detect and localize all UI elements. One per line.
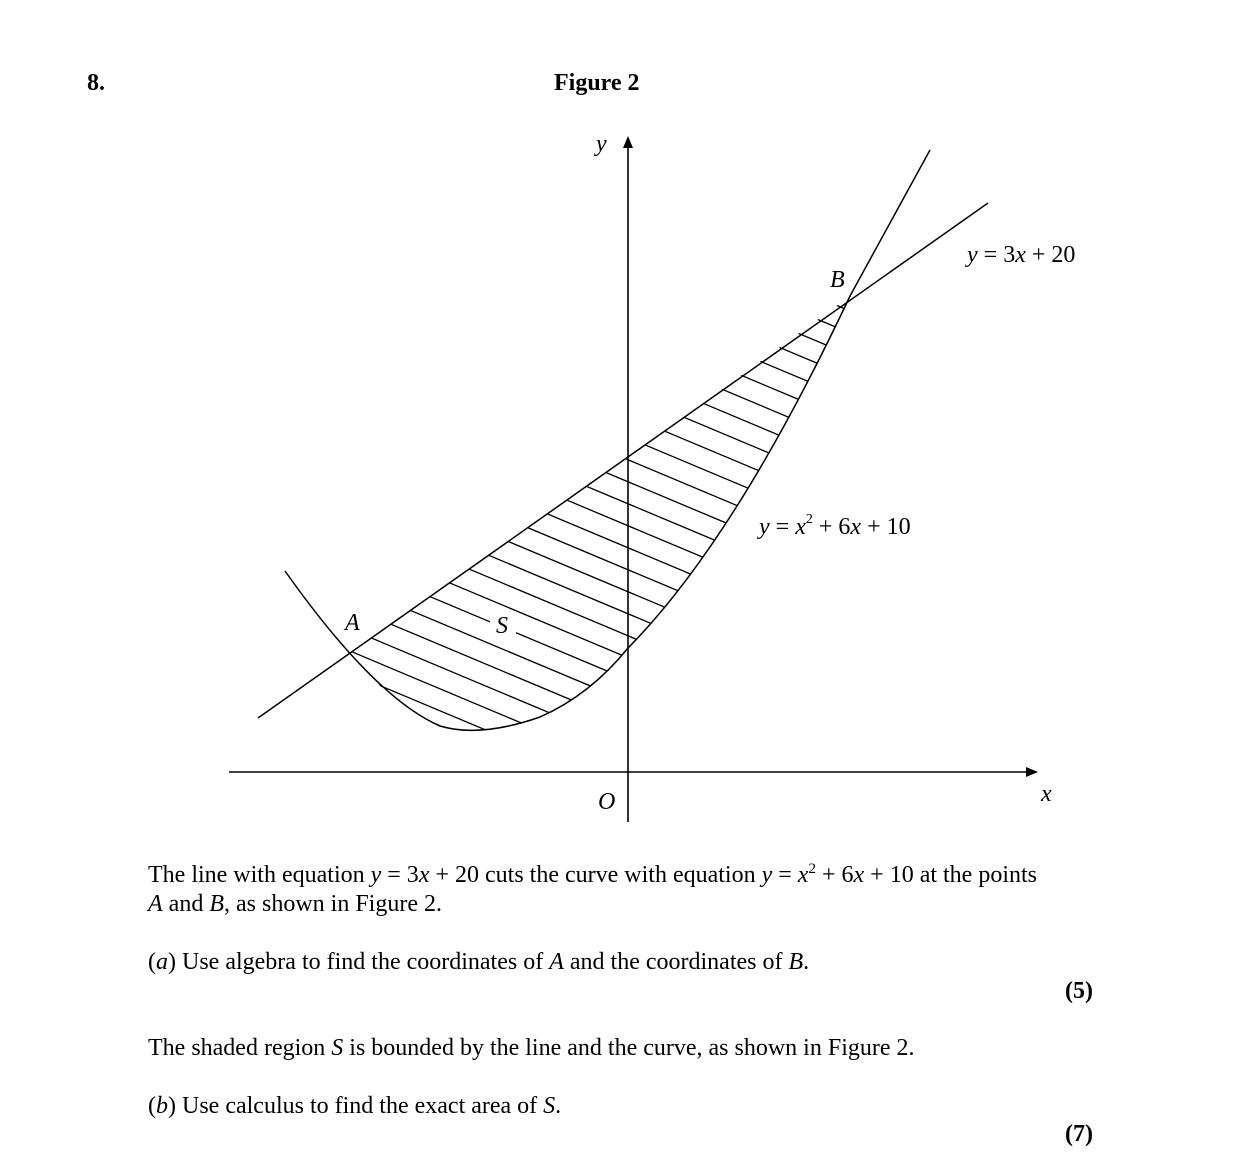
hatch-line bbox=[300, 0, 900, 90]
hatch-line bbox=[300, 124, 900, 376]
part-b-question: (b) Use calculus to find the exact area of S. bbox=[148, 1093, 562, 1119]
hatch-line bbox=[300, 674, 900, 850]
origin-label: O bbox=[598, 789, 616, 815]
region-paragraph: The shaded region S is bounded by the line and the curve, as shown in Figure 2. bbox=[148, 1035, 915, 1061]
hatch-line bbox=[300, 696, 900, 850]
part-a-label: a bbox=[156, 949, 168, 975]
hatch-line bbox=[300, 0, 900, 24]
hatch-line bbox=[300, 0, 900, 134]
hatch-line bbox=[300, 256, 900, 508]
line-equation-label: y = 3x + 20 bbox=[967, 242, 1076, 268]
hatch-line bbox=[300, 652, 900, 850]
x-axis-label: x bbox=[1041, 781, 1052, 807]
figure-title: Figure 2 bbox=[554, 70, 640, 96]
hatch-line bbox=[300, 190, 900, 442]
part-a-question: (a) Use algebra to find the coordinates of A and the coordinates of B. bbox=[148, 949, 810, 975]
point-b-label: B bbox=[830, 267, 845, 293]
curve-parabola bbox=[285, 150, 930, 730]
hatch-line bbox=[300, 36, 900, 288]
hatch-line bbox=[300, 0, 900, 2]
part-b-marks: (7) bbox=[1065, 1121, 1093, 1147]
hatch-line bbox=[300, 718, 900, 850]
hatch-line bbox=[300, 0, 900, 68]
part-a-marks: (5) bbox=[1065, 978, 1093, 1004]
line-y-3x-20 bbox=[258, 203, 988, 718]
question-number: 8. bbox=[87, 70, 105, 96]
y-axis-arrow-icon bbox=[623, 136, 633, 148]
hatch-line bbox=[300, 0, 900, 222]
hatch-line bbox=[300, 146, 900, 398]
hatch-line bbox=[300, 0, 900, 200]
curve-equation-label: $y = x^2 + 6x + 10$ bbox=[759, 512, 911, 540]
hatch-line bbox=[300, 58, 900, 310]
hatch-line bbox=[300, 0, 900, 244]
hatch-line bbox=[300, 0, 900, 112]
region-s-label: S bbox=[496, 613, 508, 639]
hatch-line bbox=[300, 630, 900, 850]
part-b-label: b bbox=[156, 1093, 168, 1119]
region-s-hatching bbox=[300, 0, 900, 850]
hatch-line bbox=[300, 80, 900, 332]
y-axis-label: y bbox=[596, 131, 607, 157]
hatch-line bbox=[300, 168, 900, 420]
intro-paragraph: The line with equation y = 3x + 20 cuts the curve with equation $y = x^2 + 6x + 10$ at the points A and B, as shown in Figure 2. bbox=[148, 861, 1038, 917]
point-a-label: A bbox=[345, 610, 360, 636]
x-axis-arrow-icon bbox=[1026, 767, 1038, 777]
hatch-line bbox=[300, 0, 900, 46]
hatch-line bbox=[300, 828, 900, 850]
